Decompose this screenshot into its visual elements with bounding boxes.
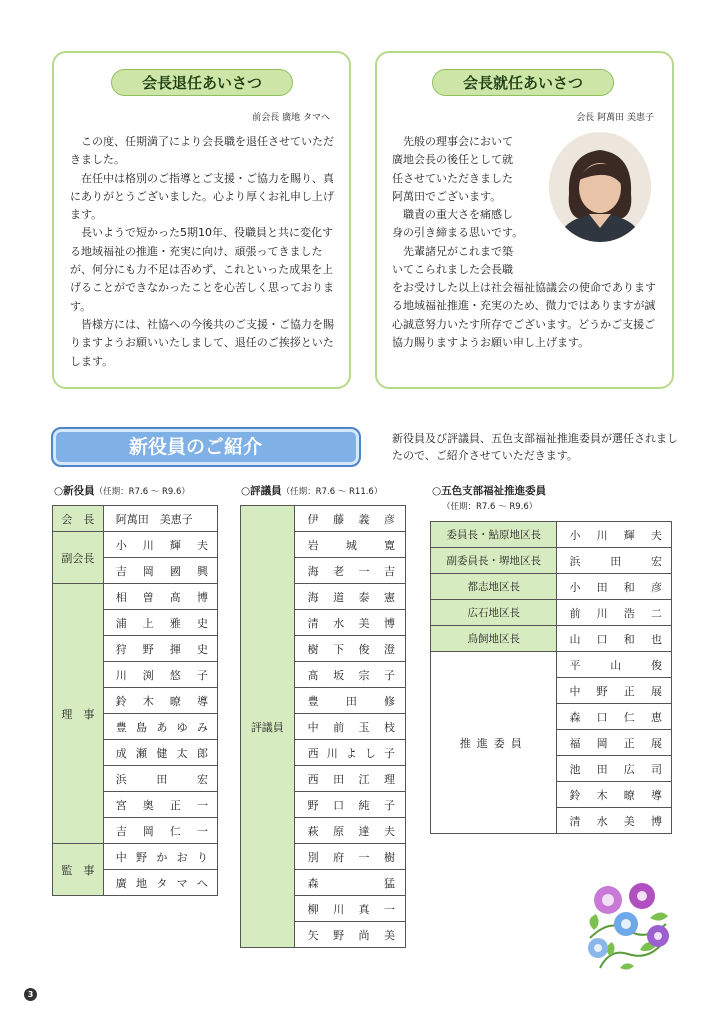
name-cell: 髙坂宗子 — [294, 662, 405, 688]
inaug-line: 先輩諸兄がこれまで築 — [403, 244, 513, 258]
table-row — [53, 506, 218, 532]
table-row — [431, 652, 672, 678]
inaug-heading: 会長就任あいさつ — [432, 69, 614, 96]
table-row — [53, 584, 218, 610]
name-cell: 相曽髙博 — [103, 584, 217, 610]
committee-term: （任期：R7.6 ～ R9.6） — [442, 502, 538, 512]
name-cell: 西川よし子 — [294, 740, 405, 766]
retire-paragraph: 長いようで短かった5期10年、役職員と共に変化する地域福祉の推進・充実に向け、頑張ってきましたが、何分にも力不足は否めず、これといった成果を上げることができなかったことを心苦しく思っております。 — [70, 226, 334, 313]
inaug-signer: 会長 阿萬田 美恵子 — [576, 113, 654, 123]
name-cell: 野口純子 — [294, 792, 405, 818]
name-cell: 伊藤義彦 — [294, 506, 405, 532]
name-cell: 岩城寛 — [294, 532, 405, 558]
inaug-line: 任させていただきました — [392, 171, 513, 185]
officers-heading — [54, 483, 190, 498]
name-cell: 宮奥正一 — [103, 792, 217, 818]
president-photo — [549, 132, 651, 242]
name-cell: 小川輝夫 — [557, 522, 672, 548]
name-cell: 森猛 — [294, 870, 405, 896]
retire-signer: 前会長 廣地 タマへ — [252, 113, 330, 123]
inaug-body-lines — [392, 133, 542, 279]
role-cell: 会 長 — [53, 506, 104, 532]
retire-heading: 会長退任あいさつ — [111, 69, 293, 96]
officers-heading-label: ○新役員 — [54, 485, 95, 497]
officers-table — [52, 505, 218, 896]
name-cell: 中前玉枝 — [294, 714, 405, 740]
name-cell: 吉岡仁一 — [103, 818, 217, 844]
retire-body — [70, 133, 335, 371]
name-cell: 鈴木暸導 — [557, 782, 672, 808]
section-intro: 新役員及び評議員、五色支部福祉推進委員が選任されましたので、ご紹介させていただきます。 — [392, 432, 678, 462]
role-cell: 理 事 — [53, 584, 104, 844]
table-row — [53, 844, 218, 870]
councilors-table — [240, 505, 406, 948]
name-cell: 池田広司 — [557, 756, 672, 782]
role-cell: 鳥飼地区長 — [431, 626, 557, 652]
inaug-line: 廣地会長の後任として就 — [392, 153, 513, 167]
page-number: 3 — [24, 988, 37, 1001]
morning-glory-illustration — [580, 878, 676, 974]
name-cell: 吉岡國興 — [103, 558, 217, 584]
name-cell: 山口和也 — [557, 626, 672, 652]
name-cell: 狩野揮史 — [103, 636, 217, 662]
name-cell: 浜田宏 — [103, 766, 217, 792]
section-title: 新役員のご紹介 — [51, 427, 361, 467]
role-cell: 広石地区長 — [431, 600, 557, 626]
inaug-line: 阿萬田でございます。 — [392, 189, 502, 203]
name-cell: 清水美博 — [294, 610, 405, 636]
inaug-body-rest: をお受けした以上は社会福祉協議会の使命でありまする地域福祉推進・充実のため、微力ではありますが誠心誠意努力いたす所存でございます。どうかご支援ご協力賜りますようお願い申し上げます。 — [392, 281, 656, 349]
inaug-line: 身の引き締まる思いです。 — [392, 226, 524, 240]
councilors-heading — [241, 483, 382, 498]
name-cell: 豊田修 — [294, 688, 405, 714]
name-cell: 清水美博 — [557, 808, 672, 834]
name-cell: 成瀬健太郎 — [103, 740, 217, 766]
role-cell: 副委員長・堺地区長 — [431, 548, 557, 574]
name-cell: 豊島あゆみ — [103, 714, 217, 740]
table-row — [431, 626, 672, 652]
role-cell: 都志地区長 — [431, 574, 557, 600]
retire-paragraph: 皆様方には、社協への今後共のご支援・ご協力を賜りますようお願いいたしまして、退任のご挨拶といたします。 — [70, 317, 334, 368]
inaug-line: 職責の重大さを痛感し — [403, 208, 513, 222]
table-row — [431, 574, 672, 600]
name-cell: 平山俊 — [557, 652, 672, 678]
name-cell: 柳川真一 — [294, 896, 405, 922]
role-cell: 監 事 — [53, 844, 104, 896]
role-cell: 委員長・鮎原地区長 — [431, 522, 557, 548]
name-cell: 浜田宏 — [557, 548, 672, 574]
councilors-term: （任期：R7.6 ～ R11.6） — [281, 487, 383, 497]
name-cell: 西田江理 — [294, 766, 405, 792]
role-cell: 副会長 — [53, 532, 104, 584]
table-row — [431, 548, 672, 574]
name-cell: 廣地タマへ — [103, 870, 217, 896]
inaug-line: 先般の理事会において — [403, 135, 513, 148]
name-cell: 中野かおり — [103, 844, 217, 870]
inaug-line: いてこられました会長職 — [392, 263, 513, 277]
retire-paragraph: この度、任期満了により会長職を退任させていただきました。 — [70, 135, 334, 167]
name-cell: 阿萬田 美恵子 — [103, 506, 217, 532]
name-cell: 小川輝夫 — [103, 532, 217, 558]
name-cell: 中野正展 — [557, 678, 672, 704]
committee-heading: ○五色支部福祉推進委員 — [432, 485, 547, 497]
table-row — [241, 506, 406, 532]
table-row — [431, 600, 672, 626]
name-cell: 浦上雅史 — [103, 610, 217, 636]
retire-paragraph: 在任中は格別のご指導とご支援・ご協力を賜り、真にありがとうございました。心より厚くお礼申し上げます。 — [70, 171, 334, 222]
name-cell: 樹下俊澄 — [294, 636, 405, 662]
table-row — [53, 532, 218, 558]
name-cell: 海道泰憲 — [294, 584, 405, 610]
role-cell: 推進委員 — [431, 652, 557, 834]
name-cell: 鈴木暸導 — [103, 688, 217, 714]
role-cell: 評議員 — [241, 506, 295, 948]
officers-term: （任期：R7.6 ～ R9.6） — [94, 487, 190, 497]
name-cell: 福岡正展 — [557, 730, 672, 756]
committee-table — [430, 521, 672, 834]
name-cell: 萩原達夫 — [294, 818, 405, 844]
councilors-heading-label: ○評議員 — [241, 485, 282, 497]
name-cell: 矢野尚美 — [294, 922, 405, 948]
name-cell: 前川浩二 — [557, 600, 672, 626]
table-row — [431, 522, 672, 548]
name-cell: 川渕悠子 — [103, 662, 217, 688]
name-cell: 森口仁恵 — [557, 704, 672, 730]
name-cell: 海老一吉 — [294, 558, 405, 584]
name-cell: 小田和彦 — [557, 574, 672, 600]
name-cell: 別府一樹 — [294, 844, 405, 870]
